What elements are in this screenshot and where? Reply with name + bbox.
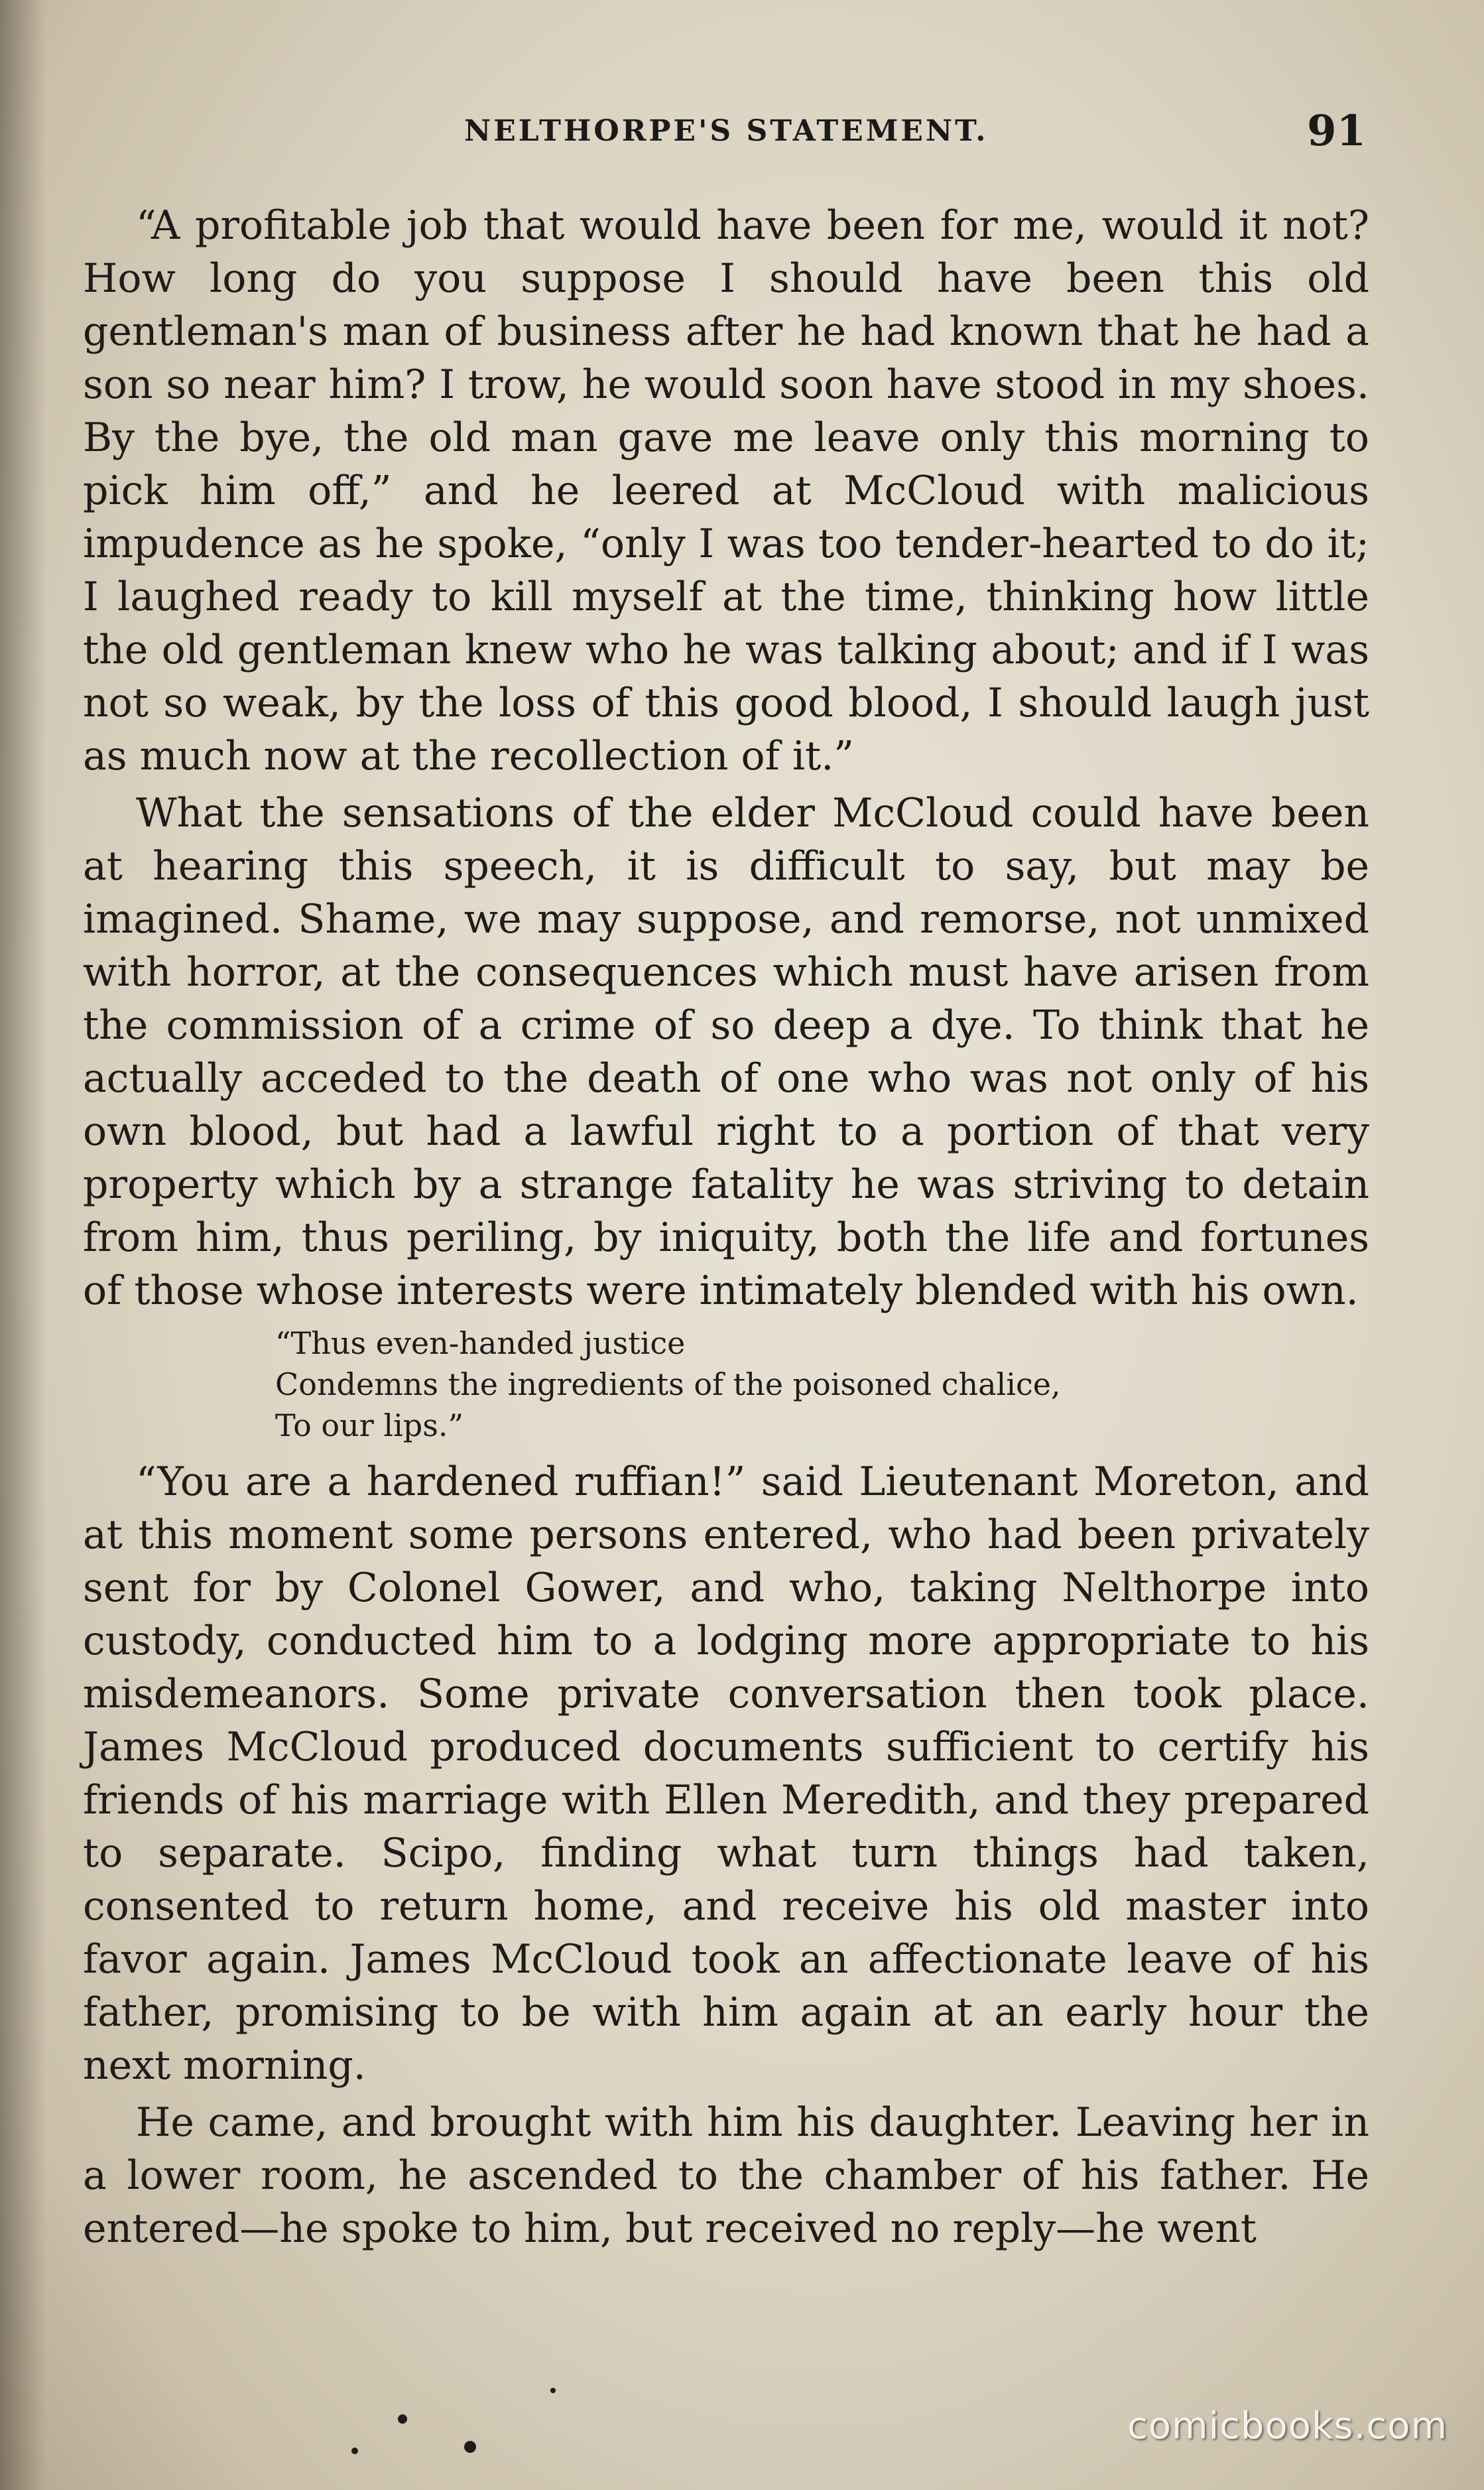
quote-line: “Thus even-handed justice	[275, 1325, 686, 1361]
running-head: NELTHORPE'S STATEMENT.	[464, 114, 989, 148]
page-edge-shadow	[0, 0, 46, 2490]
paragraph: “A profitable job that would have been for me, would it not? How long do you suppose I should have been this old gentleman's man of business after he had known that he had a son so near him? I trow, he would soon have stood in my shoes. By the bye, the old man gave me leave only this morning to pick him off,” and he leered at McCloud with malicious impudence as he spoke, “only I was too tender-hearted to do it; I laughed ready to kill myself at the time, thinking how little the old gentleman knew who he was talking about; and if I was not so weak, by the loss of this good blood, I should laugh just as much now at the recollection of it.”	[83, 202, 1369, 779]
paragraph: “You are a hardened ruffian!” said Lieutenant Moreton, and at this moment some persons entered, who had been privately sent for by Colonel Gower, and who, taking Nelthorpe into custody, conducted him to a lodging more appropriate to his misdemeanors. Some private conversation then took place. James McCloud produced documents sufficient to certify his friends of his marriage with Ellen Meredith, and they prepared to separate. Scipo, finding what turn things had taken, consented to return home, and receive his old master into favor again. James McCloud took an affectionate leave of his father, promising to be with him again at an early hour the next morning.	[83, 1459, 1369, 2089]
page-number: 91	[1306, 106, 1366, 156]
ink-speck	[351, 2448, 358, 2454]
paragraph: He came, and brought with him his daughter. Leaving her in a lower room, he ascended to the chamber of his father. He entered—he spoke to him, but received no reply—he went	[83, 2099, 1369, 2252]
page-header	[464, 106, 1419, 172]
ink-speck	[464, 2441, 476, 2453]
body-text	[83, 199, 1369, 2259]
quote-line: Condemns the ingredients of the poisoned chalice,	[275, 1366, 1061, 1402]
block-quote	[275, 1323, 1369, 1446]
ink-speck	[398, 2414, 407, 2424]
paragraph: What the sensations of the elder McCloud could have been at hearing this speech, it is difficult to say, but may be imagined. Shame, we may suppose, and remorse, not unmixed with horror, at the consequences which must have arisen from the commission of a crime of so deep a dye. To think that he actually acceded to the death of one who was not only of his own blood, but had a lawful right to a portion of that very property which by a strange fatality he was striving to detain from him, thus periling, by iniquity, both the life and fortunes of those whose interests were intimately blended with his own.	[83, 790, 1369, 1314]
quote-line: To our lips.”	[275, 1408, 464, 1443]
watermark: comicbooks.com	[1127, 2404, 1448, 2448]
ink-speck	[550, 2388, 556, 2393]
